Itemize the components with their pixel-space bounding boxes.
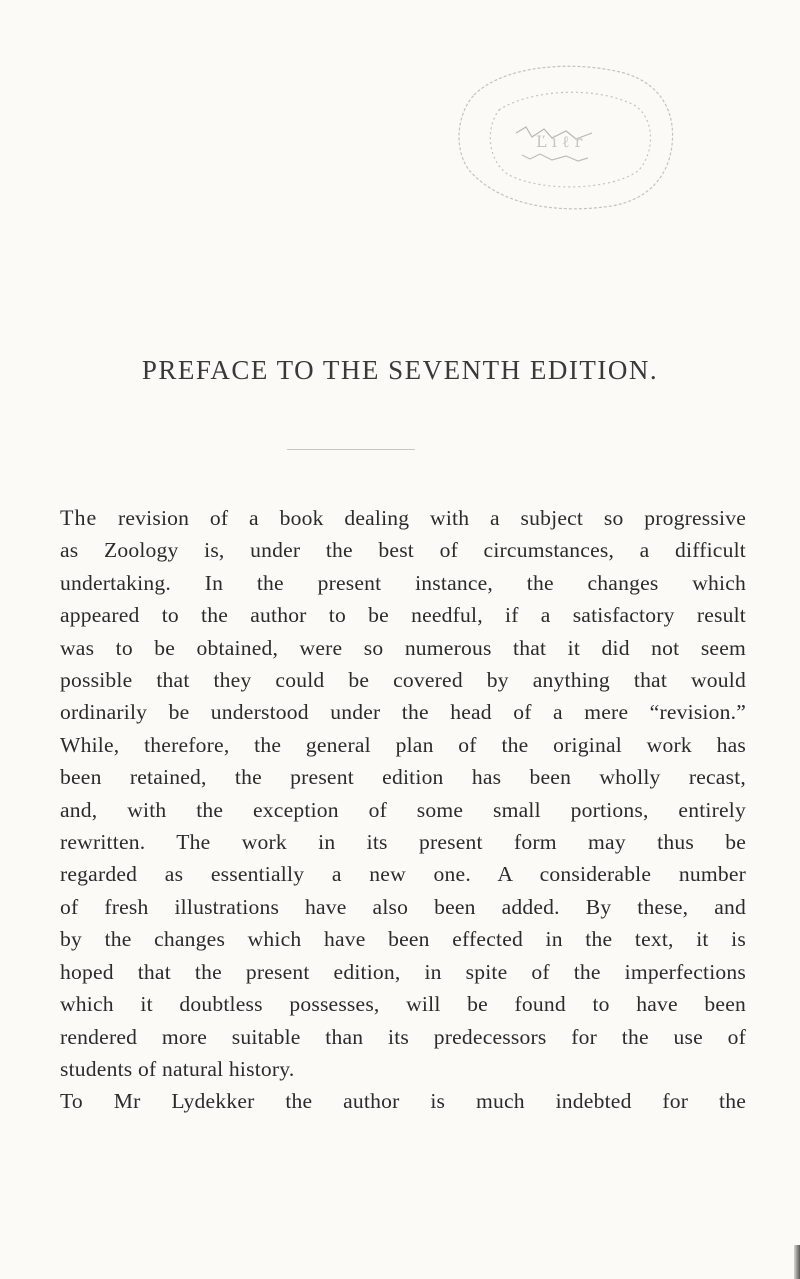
paragraph-line: rendered more suitable than its predecessors for the use of	[60, 1024, 746, 1049]
paragraph-line: ordinarily be understood under the head of a mere “revision.”	[60, 700, 746, 725]
paragraph-line: appeared to the author to be needful, if a satisfactory result	[60, 603, 746, 628]
line-text: revision of a book dealing with a subject so progressive	[117, 506, 746, 530]
paragraph-line: undertaking. In the present instance, the changes which	[60, 570, 746, 595]
small-caps-first-word: The	[60, 505, 98, 530]
paragraph-line: and, with the exception of some small portions, entirely	[60, 797, 746, 822]
paragraph-line: regarded as essentially a new one. A considerable number	[60, 862, 746, 887]
paragraph-line: rewritten. The work in its present form may thus be	[60, 830, 746, 855]
paragraph-line: which it doubtless possesses, will be found to have been	[60, 992, 746, 1017]
page-title: PREFACE TO THE SEVENTH EDITION.	[141, 355, 659, 385]
library-stamp-icon	[444, 55, 680, 215]
paragraph-line: hoped that the present edition, in spite of the imperfections	[60, 959, 746, 984]
title-divider	[287, 449, 415, 450]
paragraph-line: possible that they could be covered by anything that would	[60, 668, 746, 693]
svg-text:Ľ i ℓ r: Ľ i ℓ r	[536, 132, 583, 151]
paragraph-line: of fresh illustrations have also been added. By these, and	[60, 894, 746, 919]
paragraph-line: students of natural history.	[60, 1056, 295, 1081]
paragraph-line: While, therefore, the general plan of the original work has	[60, 732, 746, 757]
paragraph-line	[60, 502, 746, 534]
paragraph-line: as Zoology is, under the best of circumstances, a difficult	[60, 538, 746, 563]
paragraph-line: was to be obtained, were so numerous that it did not seem	[60, 635, 746, 660]
paragraph-line: been retained, the present edition has been wholly recast,	[60, 765, 746, 790]
paragraph-line: by the changes which have been effected in the text, it is	[60, 927, 746, 952]
page-edge-shadow	[794, 1245, 800, 1279]
paragraph-2-line: To Mr Lydekker the author is much indebted for the	[60, 1089, 746, 1114]
preface-body	[60, 502, 746, 1118]
